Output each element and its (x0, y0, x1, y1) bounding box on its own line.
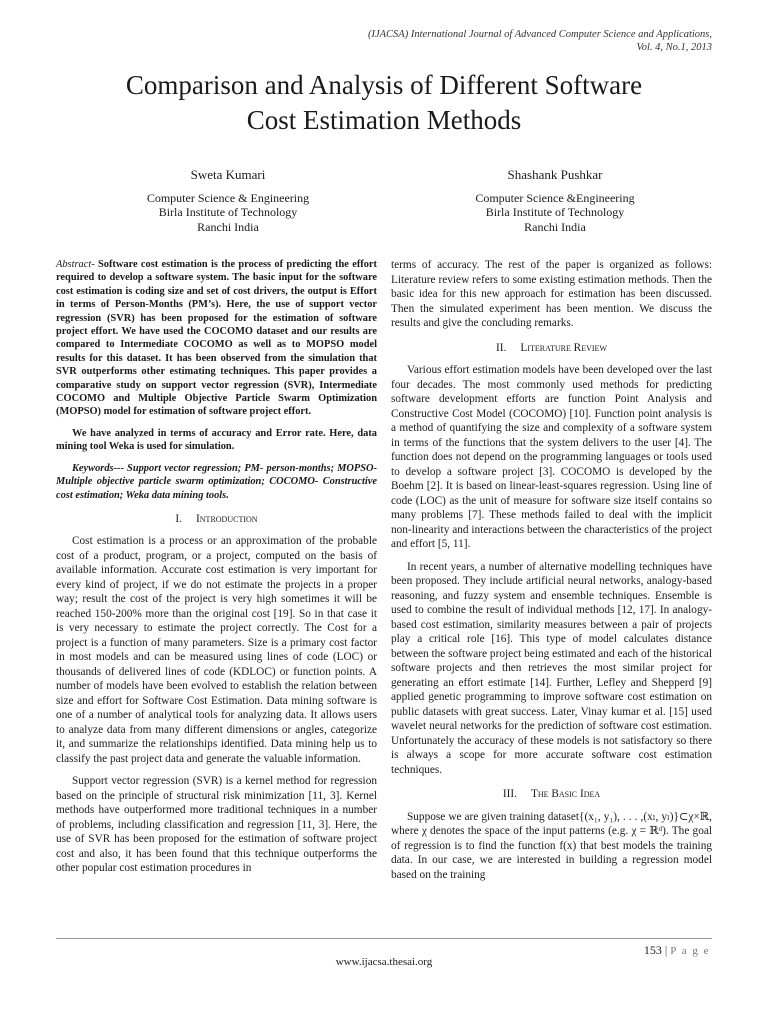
section-title: The Basic Idea (530, 788, 601, 800)
author-name: Shashank Pushkar (507, 167, 603, 182)
page-separator: | (664, 943, 668, 957)
section-heading-basic-idea (391, 787, 712, 802)
abstract (56, 258, 377, 419)
section-number: III. (502, 788, 517, 800)
body-paragraph: In recent years, a number of alternative modelling techniques have been proposed. They include artificial neural networks, analogy-based reasoning, and fuzzy system and ensemble techniques. Ensemble is used to combine the result of individual methods [12, 17]. In analogy-based cost estimation, similarity measures between a pair of projects play a critical role [16]. This type of model calculates distance between the software project being estimated and each of the historical software projects and then retrieves the most similar project for generating an effort estimate [14]. Further, Lefley and Shepperd [9] applied genetic programming to improve software cost estimation on public datasets with great success. Later, Vinay kumar et al. [15] used wavelet neural networks for the prediction of software cost estimation. Unfortunately the accuracy of these models is not satisfactory so there is always a scope for more accurate software cost estimation techniques. (391, 560, 712, 776)
author-institution: Birla Institute of Technology (485, 205, 625, 219)
journal-website: www.ijacsa.thesai.org (335, 956, 433, 968)
journal-volume: Vol. 4, No.1, 2013 (636, 42, 712, 53)
left-column (56, 258, 377, 884)
body-paragraph: terms of accuracy. The rest of the paper is organized as follows: Literature review refers to some existing estimation methods. Then the basic idea for this new approach for estimation has been discussed. Then the simulated experiment has been mention. We discuss the results and give the concluding remarks. (391, 259, 712, 329)
abstract-text: Software cost estimation is the process of predicting the effort required to develop a software system. The basic input for the software cost estimation is coding size and set of cost drivers, the output is Effort in terms of Person-Months (PM’s). Here, the use of support vector regression (SVR) has been proposed for the estimation of software project effort. We have used the COCOMO dataset and our results are compared to Intermediate COCOMO as well as to MOPSO model results for this dataset. It has been observed from the simulation that SVR outperforms other estimating techniques. This paper provides a comparative study on support vector regression (SVR), Intermediate COCOMO and Multiple Objective Particle Swarm Optimization (MOPSO) model for estimation of software project effort. (56, 259, 378, 418)
section-number: II. (496, 341, 507, 354)
right-column (391, 258, 712, 890)
author-department: Computer Science & Engineering (146, 190, 310, 205)
keywords: Keywords--- Support vector regression; PM- person-months; MOPSO- Multiple objective particle swarm optimization; COCOMO- Constructive cost estimation; Weka data mining tools. (56, 462, 377, 501)
section-title: Introduction (196, 512, 258, 525)
paper-title (40, 68, 728, 138)
journal-header (192, 28, 712, 54)
author-department: Computer Science &Engineering (475, 190, 635, 205)
page-number-value: 153 (643, 943, 662, 957)
title-line-2: Cost Estimation Methods (246, 105, 522, 135)
author-institution: Birla Institute of Technology (158, 205, 298, 219)
body-paragraph: Suppose we are given training dataset{(x₁, y₁), . . . ,(xₗ, yₗ)}⊂χ×ℝ, where χ denotes the space of the input patterns (e.g. χ = ℝᵈ). The goal of regression is to find the function f(x) that best models the training data. In our case, we are interested in building a regression model based on the training (391, 810, 712, 881)
journal-name: (IJACSA) International Journal of Advanced Computer Science and Applications, (367, 29, 712, 40)
title-line-1: Comparison and Analysis of Different Software (125, 70, 643, 100)
author-name: Sweta Kumari (190, 167, 266, 182)
footer-divider (56, 938, 712, 939)
body-paragraph: Support vector regression (SVR) is a kernel method for regression based on the principle of structural risk minimization [11, 3]. Kernel methods have outperformed more traditional techniques in a number of problems, including classification and regression [11, 3]. Here, the use of SVR has been proposed for the estimation of software project cost and also, it has been found that this technique outperforms the other popular cost estimation procedures in (56, 775, 377, 875)
body-paragraph: Various effort estimation models have been developed over the last four decades. The most commonly used methods for predicting software development efforts are function Point Analysis and Constructive Cost Model (COCOMO) [10]. Function point analysis is a method of quantifying the size and complexity of a software system in terms of the functions that the system delivers to the user [4]. The function does not depend on the programming languages or tools used to develop a software project [3]. COCOMO is developed by the Boehm [2]. It is based on linear-least-squares regression. Using line of code (LOC) as the unit of measure for software size itself contains so many problems [7]. These methods failed to deal with the implicit non-linearity and interactions between the characteristics of the project and effort [5, 11]. (391, 364, 712, 550)
author-block-1 (88, 168, 368, 234)
section-heading-introduction (56, 512, 377, 527)
body-paragraph: Cost estimation is a process or an approximation of the probable cost of a product, program, or a project, computed on the basis of available information. Accurate cost estimation is very important for every kind of project, if we do not estimate the projects in a proper way; result the cost of the project is very high sometimes it will be reached 150-200% more than the original cost [19]. So in that case it is very necessary to estimate the project correctly. The Cost for a project is a function of many parameters. Size is a primary cost factor in most models and can be measured using lines of code (LOC) or thousands of delivered lines of code (KDLOC) or function points. A number of models have been evolved to establish the relation between size and effort for Software Cost Estimation. Data mining software is one of a number of analytical tools for analyzing data. It allows users to analyze data from many different dimensions or angles, categorize it, and summarize the relationships identified. Data mining help us to classify the past project data and generate the valuable information. (56, 535, 377, 765)
page-word: P a g e (670, 945, 710, 957)
abstract-second-paragraph: We have analyzed in terms of accuracy and Error rate. Here, data mining tool Weka is used for simulation. (56, 427, 377, 453)
section-heading-literature-review (391, 341, 712, 356)
section-number: I. (175, 512, 183, 525)
author-location: Ranchi India (197, 219, 259, 234)
abstract-lead: Abstract- (56, 259, 95, 270)
author-block-2 (415, 168, 695, 234)
author-location: Ranchi India (524, 219, 586, 234)
section-title: Literature Review (520, 341, 607, 354)
